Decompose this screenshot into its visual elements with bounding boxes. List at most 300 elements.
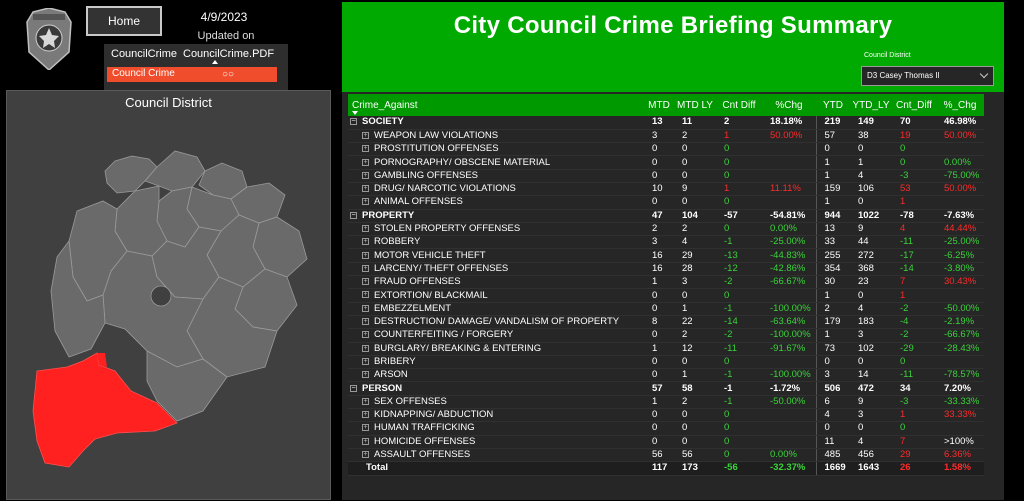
cell-crime-type [348,262,644,275]
crime-type-label: PROPERTY [362,209,415,221]
cell-cnt-diff2: 7 [892,435,936,448]
cell-cnt-diff: -2 [716,276,762,289]
cell-ytd-ly: 9 [850,222,892,235]
cell-ytd-ly: 3 [850,329,892,342]
cell-ytd: 485 [816,448,850,461]
cell-mtd: 8 [644,315,674,328]
cell-cnt-diff2: -78 [892,209,936,222]
category-row[interactable] [348,382,984,395]
crime-type-label: DESTRUCTION/ DAMAGE/ VANDALISM OF PROPERTY [374,316,620,328]
crime-type-label: GAMBLING OFFENSES [374,169,478,181]
cell-pct2: 50.00% [936,129,984,142]
cell-cnt-diff: 0 [716,435,762,448]
cell-crime-type [348,236,644,249]
cell-mtd: 0 [644,302,674,315]
crime-type-label: PERSON [362,382,403,394]
collapse-icon[interactable]: − [351,384,356,392]
cell-pct: -50.00% [762,395,816,408]
cell-pct2: -75.00% [936,169,984,182]
cell-cnt-diff2: 0 [892,143,936,156]
cell-mtd-ly: 28 [674,262,716,275]
cell-mtd: 10 [644,182,674,195]
cell-crime-type [348,395,644,408]
expand-icon[interactable]: + [363,251,368,259]
table-row[interactable] [348,448,984,461]
cell-cnt-diff2: -3 [892,169,936,182]
table-row[interactable] [348,196,984,209]
cell-ytd-ly: 183 [850,315,892,328]
crime-type-label: KIDNAPPING/ ABDUCTION [374,409,494,421]
cell-pct2: -25.00% [936,236,984,249]
report-link-menu [104,44,288,90]
police-badge-logo [25,8,73,70]
cell-mtd-ly: 22 [674,315,716,328]
table-row[interactable] [348,289,984,302]
cell-mtd-ly: 0 [674,435,716,448]
crime-type-label: ASSAULT OFFENSES [374,449,471,461]
cell-cnt-diff2: -11 [892,369,936,382]
cell-pct: -91.67% [762,342,816,355]
cell-cnt-diff2: 4 [892,222,936,235]
cell-pct: -63.64% [762,315,816,328]
expand-icon[interactable]: + [363,278,368,286]
cell-ytd: 33 [816,236,850,249]
collapse-icon[interactable]: − [351,211,356,219]
cell-crime-type [348,382,644,395]
cell-mtd: 0 [644,156,674,169]
cell-pct: -100.00% [762,302,816,315]
cell-ytd: 0 [816,422,850,435]
page-title: City Council Crime Briefing Summary [453,12,893,39]
cell-pct2 [936,355,984,368]
cell-crime-type [348,355,644,368]
cell-ytd-ly: 14 [850,369,892,382]
map-lake [151,286,171,306]
cell-pct: -54.81% [762,209,816,222]
table-row[interactable] [348,276,984,289]
expand-icon[interactable]: + [363,291,368,299]
cell-pct: -100.00% [762,329,816,342]
expand-icon[interactable]: + [363,397,368,405]
table-row[interactable] [348,169,984,182]
district-dropdown-value: D3 Casey Thomas II [867,71,940,80]
cell-cnt-diff: -12 [716,262,762,275]
cell-cnt-diff2: 26 [892,462,936,475]
cell-cnt-diff2: 53 [892,182,936,195]
cell-ytd-ly: 1643 [850,462,892,475]
cell-ytd: 0 [816,355,850,368]
column-header-cnt-diff-ytd[interactable]: Cnt_Diff [892,94,936,116]
cell-cnt-diff: 2 [716,116,762,129]
cell-ytd: 1 [816,196,850,209]
councilcrime-link[interactable]: CouncilCrime [111,48,178,60]
cell-ytd-ly: 0 [850,196,892,209]
cell-pct: -66.67% [762,276,816,289]
cell-pct2: -66.67% [936,329,984,342]
title-bar [342,2,1004,92]
cell-pct [762,355,816,368]
cell-cnt-diff2: 0 [892,355,936,368]
cell-cnt-diff: 1 [716,129,762,142]
table-row[interactable] [348,355,984,368]
councilcrime-pdf-link[interactable]: CouncilCrime.PDF [183,48,275,60]
cell-ytd: 4 [816,409,850,422]
cell-cnt-diff: 0 [716,448,762,461]
cell-crime-type [348,409,644,422]
council-district-map [7,91,332,501]
cell-ytd-ly: 0 [850,289,892,302]
cell-ytd: 3 [816,369,850,382]
cell-cnt-diff2: 70 [892,116,936,129]
cell-mtd: 0 [644,422,674,435]
cell-pct [762,409,816,422]
expand-icon[interactable]: + [363,331,368,339]
cell-cnt-diff: 1 [716,182,762,195]
cell-ytd: 179 [816,315,850,328]
cell-mtd-ly: 9 [674,182,716,195]
expand-icon[interactable]: + [363,198,368,206]
total-row[interactable] [348,462,984,475]
cell-pct: 50.00% [762,129,816,142]
expand-icon[interactable]: + [363,145,368,153]
cell-mtd-ly: 11 [674,116,716,129]
cell-mtd: 13 [644,116,674,129]
cell-pct2: 7.20% [936,382,984,395]
expand-icon[interactable]: + [363,158,368,166]
cell-ytd: 1669 [816,462,850,475]
cell-crime-type [348,196,644,209]
cell-pct2: 1.58% [936,462,984,475]
column-header-ytd-ly[interactable]: YTD_LY [850,94,892,116]
crime-type-label: WEAPON LAW VIOLATIONS [374,129,499,141]
cell-ytd-ly: 4 [850,169,892,182]
cell-ytd-ly: 0 [850,422,892,435]
column-header-ytd[interactable]: YTD [816,94,850,116]
table-row[interactable] [348,315,984,328]
caret-up-icon [212,60,218,64]
cell-mtd: 0 [644,143,674,156]
cell-cnt-diff: 0 [716,355,762,368]
crime-type-label: SOCIETY [362,116,404,128]
table-row[interactable] [348,156,984,169]
cell-pct: -32.37% [762,462,816,475]
cell-ytd-ly: 456 [850,448,892,461]
table-row[interactable] [348,422,984,435]
cell-cnt-diff2: -11 [892,236,936,249]
cell-ytd-ly: 23 [850,276,892,289]
expand-icon[interactable]: + [363,131,368,139]
cell-mtd: 0 [644,329,674,342]
cell-crime-type [348,315,644,328]
cell-pct2: 33.33% [936,409,984,422]
cell-mtd: 1 [644,342,674,355]
cell-mtd: 1 [644,395,674,408]
cell-ytd-ly: 44 [850,236,892,249]
council-crime-link-selected[interactable] [107,67,277,82]
cell-cnt-diff2: -4 [892,315,936,328]
cell-mtd-ly: 0 [674,409,716,422]
cell-ytd: 219 [816,116,850,129]
cell-crime-type [348,116,644,129]
cell-cnt-diff: -57 [716,209,762,222]
table-row[interactable] [348,236,984,249]
cell-ytd: 57 [816,129,850,142]
cell-mtd-ly: 0 [674,156,716,169]
table-header-row [348,94,984,116]
cell-mtd-ly: 173 [674,462,716,475]
cell-mtd: 57 [644,382,674,395]
crime-type-label: PROSTITUTION OFFENSES [374,143,499,155]
cell-mtd-ly: 3 [674,276,716,289]
cell-pct: -1.72% [762,382,816,395]
cell-ytd-ly: 9 [850,395,892,408]
cell-mtd-ly: 0 [674,196,716,209]
column-header-pct-chg[interactable]: %Chg [762,94,816,116]
table-row[interactable] [348,302,984,315]
table-row[interactable] [348,395,984,408]
cell-mtd: 0 [644,289,674,302]
cell-cnt-diff2: -14 [892,262,936,275]
cell-cnt-diff2: -2 [892,329,936,342]
cell-mtd: 0 [644,435,674,448]
cell-pct2: -78.57% [936,369,984,382]
cell-mtd: 3 [644,129,674,142]
cell-ytd: 1 [816,169,850,182]
cell-pct: -100.00% [762,369,816,382]
table-row[interactable] [348,143,984,156]
cell-pct: 18.18% [762,116,816,129]
cell-cnt-diff: -1 [716,236,762,249]
cell-ytd: 11 [816,435,850,448]
cell-crime-type [348,129,644,142]
cell-ytd-ly: 149 [850,116,892,129]
cell-mtd-ly: 0 [674,355,716,368]
cell-ytd-ly: 102 [850,342,892,355]
crime-type-label: ROBBERY [374,236,421,248]
column-header-mtd-ly[interactable]: MTD LY [674,94,716,116]
crime-type-label: PORNOGRAPHY/ OBSCENE MATERIAL [374,156,551,168]
cell-crime-type [348,276,644,289]
cell-crime-type [348,156,644,169]
cell-cnt-diff2: 0 [892,422,936,435]
cell-ytd-ly: 1022 [850,209,892,222]
cell-pct2: 46.98% [936,116,984,129]
cell-cnt-diff: 0 [716,222,762,235]
table-row[interactable] [348,342,984,355]
cell-ytd-ly: 106 [850,182,892,195]
cell-ytd-ly: 272 [850,249,892,262]
cell-pct2: 44.44% [936,222,984,235]
cell-cnt-diff: 0 [716,409,762,422]
column-header-crime-against[interactable] [348,94,644,116]
crime-type-label: Total [366,462,388,474]
cell-pct2 [936,143,984,156]
cell-crime-type [348,448,644,461]
cell-cnt-diff2: 7 [892,276,936,289]
cell-ytd: 6 [816,395,850,408]
cell-cnt-diff: -56 [716,462,762,475]
expand-icon[interactable]: + [363,264,368,272]
crime-summary-table [348,94,984,476]
cell-pct2: >100% [936,435,984,448]
cell-pct2: -6.25% [936,249,984,262]
cell-pct: -25.00% [762,236,816,249]
cell-crime-type [348,302,644,315]
cell-crime-type [348,143,644,156]
sort-desc-icon[interactable] [352,111,358,115]
crime-type-label: SEX OFFENSES [374,395,447,407]
cell-mtd-ly: 2 [674,395,716,408]
cell-crime-type [348,422,644,435]
cell-crime-type [348,329,644,342]
expand-icon[interactable]: + [363,424,368,432]
cell-mtd-ly: 56 [674,448,716,461]
cell-cnt-diff2: 1 [892,289,936,302]
table-row[interactable] [348,129,984,142]
crime-summary-panel [342,2,1004,500]
expand-icon[interactable]: + [363,238,368,246]
cell-pct: 0.00% [762,448,816,461]
table-row[interactable] [348,262,984,275]
cell-cnt-diff2: 0 [892,156,936,169]
map-district-13[interactable] [145,151,205,191]
council-district-map-panel [6,90,331,500]
cell-pct2: 50.00% [936,182,984,195]
expand-icon[interactable]: + [363,411,368,419]
cell-ytd-ly: 0 [850,143,892,156]
cell-mtd: 0 [644,169,674,182]
crime-type-label: HOMICIDE OFFENSES [374,435,476,447]
cell-cnt-diff: -1 [716,395,762,408]
crime-type-label: LARCENY/ THEFT OFFENSES [374,262,509,274]
expand-icon[interactable]: + [363,171,368,179]
cell-pct2: -50.00% [936,302,984,315]
chevron-down-icon[interactable] [980,70,988,78]
cell-ytd-ly: 38 [850,129,892,142]
cell-pct2: -3.80% [936,262,984,275]
map-title: Council District [125,95,212,110]
cell-ytd-ly: 472 [850,382,892,395]
cell-mtd-ly: 104 [674,209,716,222]
cell-cnt-diff: 0 [716,422,762,435]
expand-icon[interactable]: + [363,318,368,326]
cell-pct: 11.11% [762,182,816,195]
cell-pct2: -7.63% [936,209,984,222]
cell-pct2 [936,289,984,302]
expand-icon[interactable]: + [363,357,368,365]
expand-icon[interactable]: + [363,437,368,445]
table-row[interactable] [348,369,984,382]
crime-type-label: EXTORTION/ BLACKMAIL [374,289,488,301]
column-header-mtd[interactable]: MTD [644,94,674,116]
cell-mtd: 16 [644,249,674,262]
cell-mtd-ly: 58 [674,382,716,395]
report-date: 4/9/2023 [200,10,248,24]
cell-pct [762,143,816,156]
expand-icon[interactable]: + [363,371,368,379]
expand-icon[interactable]: + [363,451,368,459]
cell-crime-type [348,169,644,182]
cell-mtd: 0 [644,196,674,209]
cell-cnt-diff: 0 [716,169,762,182]
cell-mtd-ly: 2 [674,329,716,342]
district-filter-label: Council District [864,52,911,59]
cell-ytd-ly: 1 [850,156,892,169]
cell-crime-type [348,369,644,382]
table-row[interactable] [348,435,984,448]
cell-ytd: 2 [816,302,850,315]
table-row[interactable] [348,222,984,235]
map-district-6[interactable] [105,156,157,193]
cell-ytd-ly: 4 [850,435,892,448]
cell-cnt-diff2: -29 [892,342,936,355]
home-button[interactable]: Home [86,6,162,36]
cell-cnt-diff2: 19 [892,129,936,142]
table-row[interactable] [348,409,984,422]
expand-icon[interactable]: + [363,225,368,232]
cell-crime-type [348,435,644,448]
table-row[interactable] [348,329,984,342]
updated-on-label: Updated on [197,30,255,42]
cell-mtd: 3 [644,236,674,249]
cell-cnt-diff2: 34 [892,382,936,395]
cell-ytd: 0 [816,143,850,156]
cell-pct [762,422,816,435]
category-row[interactable] [348,209,984,222]
expand-icon[interactable]: + [363,304,368,312]
cell-ytd: 30 [816,276,850,289]
table-row[interactable] [348,249,984,262]
cell-ytd: 13 [816,222,850,235]
cell-pct2: 0.00% [936,156,984,169]
table-row[interactable] [348,182,984,195]
cell-crime-type [348,182,644,195]
column-header-pct-chg-ytd[interactable]: %_Chg [936,94,984,116]
cell-mtd: 0 [644,355,674,368]
cell-cnt-diff2: -17 [892,249,936,262]
cell-cnt-diff2: -2 [892,302,936,315]
expand-icon[interactable]: + [363,185,368,193]
column-header-cnt-diff[interactable]: Cnt Diff [716,94,762,116]
cell-mtd-ly: 29 [674,249,716,262]
cell-cnt-diff2: 1 [892,409,936,422]
cell-pct [762,289,816,302]
cell-ytd: 354 [816,262,850,275]
cell-mtd-ly: 0 [674,422,716,435]
cell-pct [762,156,816,169]
expand-icon[interactable]: + [363,344,368,352]
cell-crime-type [348,462,644,475]
cell-ytd: 944 [816,209,850,222]
cell-cnt-diff: 0 [716,143,762,156]
cell-ytd-ly: 3 [850,409,892,422]
category-row[interactable] [348,116,984,129]
column-header-label: Crime_Against [352,99,418,111]
cell-pct2 [936,422,984,435]
cell-ytd: 255 [816,249,850,262]
cell-cnt-diff: 0 [716,289,762,302]
district-dropdown[interactable] [861,66,994,86]
cell-mtd-ly: 0 [674,169,716,182]
cell-crime-type [348,222,644,235]
crime-type-label: ANIMAL OFFENSES [374,196,463,208]
cell-pct2: 6.36% [936,448,984,461]
collapse-icon[interactable]: − [351,118,356,126]
cell-mtd: 0 [644,409,674,422]
cell-mtd-ly: 0 [674,289,716,302]
cell-ytd: 1 [816,329,850,342]
cell-mtd-ly: 2 [674,129,716,142]
